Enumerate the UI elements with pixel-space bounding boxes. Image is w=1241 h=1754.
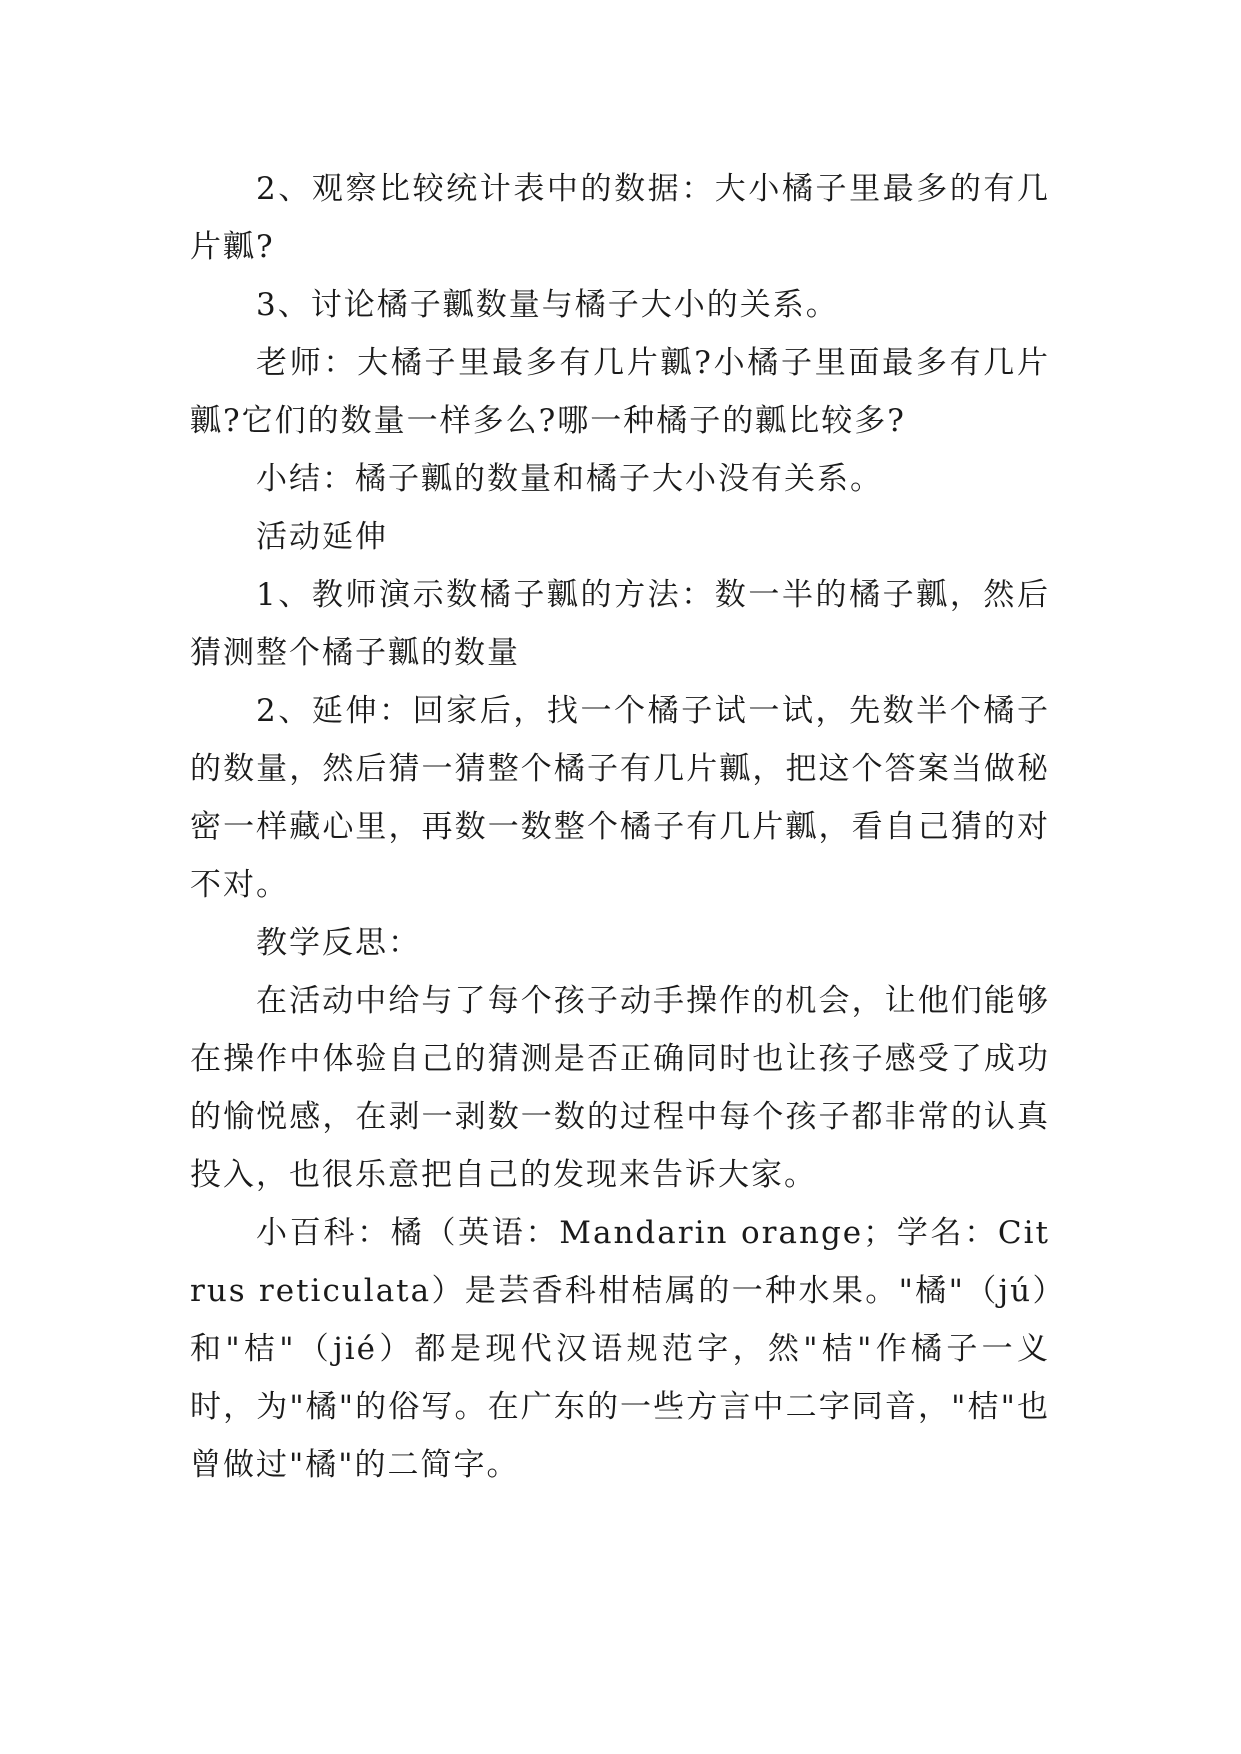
heading-teaching-reflection: 教学反思：: [256, 925, 421, 961]
paragraph-summary: 小结：橘子瓤的数量和橘子大小没有关系。: [256, 461, 883, 497]
document-body: [190, 160, 1050, 1494]
paragraph-encyclopedia: 小百科：橘（英语：Mandarin orange；学名：Citrus reticulata）是芸香科柑桔属的一种水果。"橘"（jú）和"桔"（jié）都是现代汉语规范字，然"桔"作橘子一义时，为"橘"的俗写。在广东的一些方言中二字同音，"桔"也曾做过"橘"的二简字。: [190, 1215, 1050, 1483]
heading-activity-extension: 活动延伸: [256, 519, 388, 555]
paragraph-discuss-relation: 3、讨论橘子瓤数量与橘子大小的关系。: [256, 287, 839, 323]
paragraph-observe-compare: 2、观察比较统计表中的数据：大小橘子里最多的有几片瓤?: [190, 171, 1050, 265]
paragraph-extension-home: 2、延伸：回家后，找一个橘子试一试，先数半个橘子的数量，然后猜一猜整个橘子有几片瓤，把这个答案当做秘密一样藏心里，再数一数整个橘子有几片瓤，看自己猜的对不对。: [190, 693, 1050, 903]
paragraph-reflection: 在活动中给与了每个孩子动手操作的机会，让他们能够在操作中体验自己的猜测是否正确同时也让孩子感受了成功的愉悦感，在剥一剥数一数的过程中每个孩子都非常的认真投入，也很乐意把自己的发现来告诉大家。: [190, 983, 1050, 1193]
paragraph-teacher-questions: 老师：大橘子里最多有几片瓤?小橘子里面最多有几片瓤?它们的数量一样多么?哪一种橘子的瓤比较多?: [190, 345, 1050, 439]
paragraph-teacher-demo: 1、教师演示数橘子瓤的方法：数一半的橘子瓤，然后猜测整个橘子瓤的数量: [190, 577, 1050, 671]
